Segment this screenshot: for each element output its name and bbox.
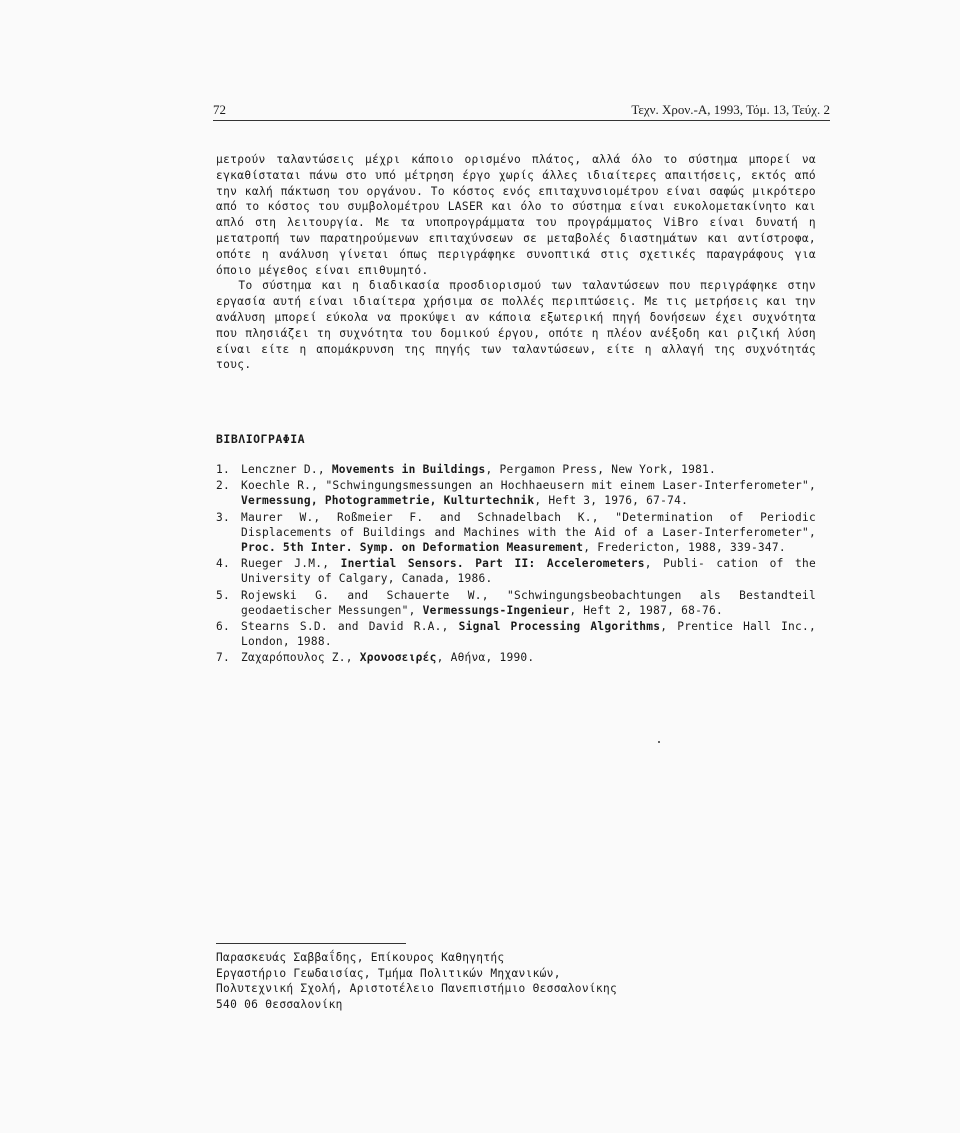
page-number: 72 bbox=[213, 102, 226, 117]
reference-item bbox=[216, 556, 816, 586]
reference-item bbox=[216, 619, 816, 649]
reference-number: 6. bbox=[216, 620, 230, 634]
paragraph: μετρούν ταλαντώσεις μέχρι κάποιο ορισμένο πλάτος, αλλά όλο το σύστημα μπορεί να εγκαθίσταται πάνω στο υπό μέτρηση έργο χωρίς άλλες ιδιαίτερες απαιτήσεις, εκτός από την καλή πάκτωση του οργάνου. Το κόστος ενός επιταχυνσιομέτρου είναι σαφώς μικρότερο από το κόστος του συμβολομέτρου LASER και όλο το σύστημα είναι ευκολομετακίνητο και απλό στη λειτουργία. Με τα υποπρογράμματα του προγράμματος ViBro είναι δυνατή η μετατροπή των παρατηρούμενων επιταχύνσεων σε μεταβολές διαστημάτων και αντίστροφα, οπότε η ανάλυση γίνεται όπως περιγράφηκε συνοπτικά στις σχετικές παραγράφους για όποιο μέγεθος είναι επιθυμητό. bbox=[216, 153, 816, 277]
reference-authors: Rueger J.M., bbox=[241, 557, 341, 571]
reference-number: 7. bbox=[216, 651, 230, 665]
reference-number: 5. bbox=[216, 588, 230, 602]
reference-details: , Heft 2, 1987, 68-76. bbox=[569, 603, 724, 617]
author-university: Πολυτεχνική Σχολή, Αριστοτέλειο Πανεπιστήμιο Θεσσαλονίκης bbox=[216, 982, 618, 996]
header-rule bbox=[213, 120, 830, 121]
reference-details: , Heft 3, 1976, 67-74. bbox=[534, 494, 689, 508]
reference-title: Χρονοσειρές bbox=[359, 651, 437, 665]
reference-title: Vermessung, Photogrammetrie, Kulturtechnik bbox=[241, 494, 535, 508]
reference-title: Signal Processing Algorithms bbox=[458, 620, 661, 634]
reference-details: , Pergamon Press, New York, 1981. bbox=[485, 463, 717, 476]
footnote-rule bbox=[216, 943, 406, 944]
paragraph: Το σύστημα και η διαδικασία προσδιορισμού των ταλαντώσεων που περιγράφηκε στην εργασία αυτή είναι ιδιαίτερα χρήσιμα σε πολλές περιπτώσεις. Με τις μετρήσεις και την ανάλυση μπορεί εύκολα να προκύψει αν κάποια εξωτερική πηγή δονήσεων έχει συχνότητα που πλησιάζει τη συχνότητα του δομικού έργου, οπότε η πλέον ανέξοδη και ριζική λύση είναι είτε η απομάκρυνση της πηγής των ταλαντώσεων, είτε η αλλαγή της συχνότητάς τους. bbox=[216, 279, 816, 372]
reference-number: 4. bbox=[216, 557, 230, 571]
reference-authors: Maurer W., Roßmeier F. and Schnadelbach K., "Determination of Periodic Displacements of Buildings and Machines with the Aid of a Laser-Interferometer", bbox=[241, 510, 816, 539]
author-postal: 540 06 Θεσσαλονίκη bbox=[216, 997, 343, 1011]
reference-details: , Αθήνα, 1990. bbox=[436, 651, 535, 665]
reference-number: 3. bbox=[216, 510, 230, 524]
reference-authors: Lenczner D., bbox=[241, 463, 332, 476]
reference-title: Vermessungs-Ingenieur bbox=[422, 603, 570, 617]
reference-item bbox=[216, 588, 816, 618]
bibliography-list bbox=[216, 462, 816, 667]
author-lab: Εργαστήριο Γεωδαισίας, Τμήμα Πολιτικών Μηχανικών, bbox=[216, 966, 561, 980]
reference-item bbox=[216, 650, 816, 665]
journal-reference: Τεχν. Χρον.-Α, 1993, Τόμ. 13, Τεύχ. 2 bbox=[631, 102, 830, 117]
reference-title: Proc. 5th Inter. Symp. on Deformation Measurement bbox=[241, 541, 584, 555]
reference-item bbox=[216, 478, 816, 508]
reference-title: Movements in Buildings bbox=[331, 463, 486, 476]
author-name: Παρασκευάς Σαββαΐδης, Επίκουρος Καθηγητής bbox=[216, 951, 505, 964]
reference-authors: Koechle R., "Schwingungsmessungen an Hochhaeusern mit einem Laser-Interferometer", bbox=[241, 479, 816, 493]
reference-details: , Prentice Hall Inc., London, 1988. bbox=[241, 620, 816, 649]
reference-item bbox=[216, 510, 816, 556]
reference-details: , Fredericton, 1988, 339-347. bbox=[583, 541, 786, 555]
reference-item bbox=[216, 462, 816, 477]
author-footnote bbox=[216, 950, 816, 1012]
reference-authors: Rojewski G. and Schauerte W., "Schwingungsbeobachtungen als Bestandteil geodaetischer Messungen", bbox=[241, 588, 816, 617]
body-text bbox=[216, 152, 816, 373]
reference-authors: Stearns S.D. and David R.A., bbox=[241, 620, 459, 634]
reference-details: , Publi- cation of the University of Calgary, Canada, 1986. bbox=[241, 557, 817, 586]
bibliography-title: ΒΙΒΛΙΟΓΡΑΦΙΑ bbox=[216, 432, 306, 446]
reference-authors: Ζαχαρόπουλος Ζ., bbox=[241, 651, 360, 665]
ink-speck bbox=[658, 741, 660, 743]
reference-title: Inertial Sensors. Part II: Accelerometers bbox=[340, 557, 645, 571]
reference-number: 2. bbox=[216, 479, 230, 493]
reference-number: 1. bbox=[216, 463, 230, 476]
